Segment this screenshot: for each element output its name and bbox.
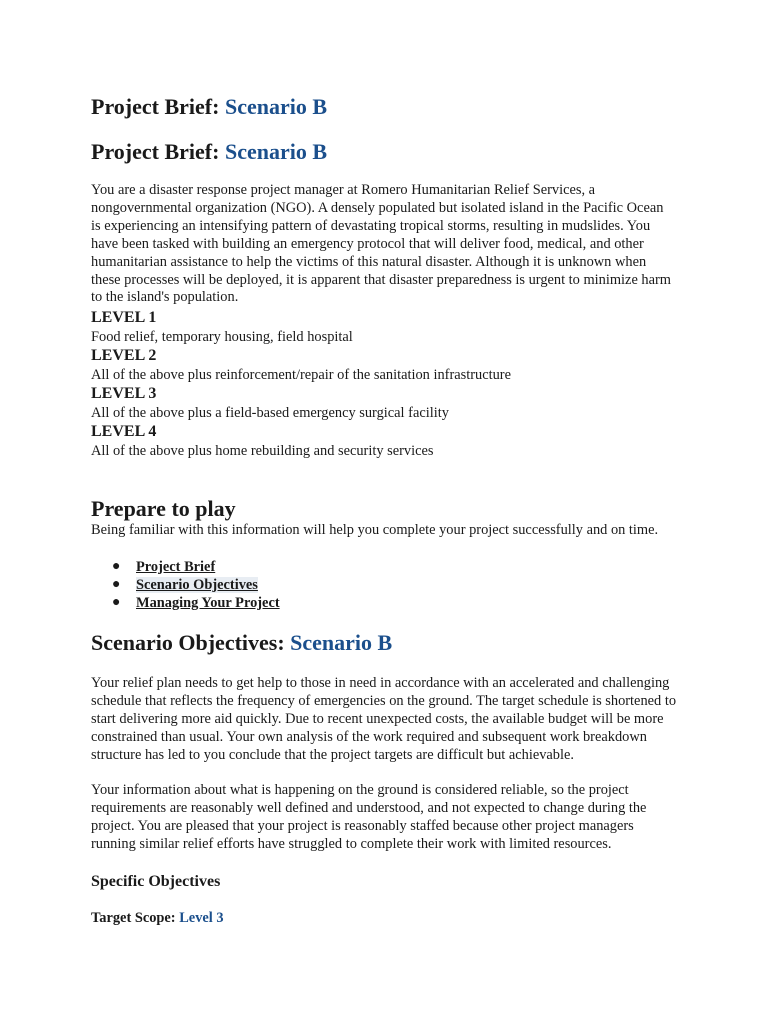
prepare-heading: Prepare to play <box>91 496 236 521</box>
link-scenario-objectives[interactable]: Scenario Objectives <box>136 577 258 593</box>
level-description: Food relief, temporary housing, field hospital <box>91 329 353 345</box>
prepare-text: Being familiar with this information will help you complete your project successfully and on time. <box>91 522 659 538</box>
link-project-brief[interactable]: Project Brief <box>136 559 216 575</box>
objectives-paragraph: Your relief plan needs to get help to those in need in accordance with an accelerated and challenging schedule that reflects the frequency of emergencies on the ground. The target schedule is shortened to start delivering more aid quickly. Due to recent unexpected costs, the available budget will be more constrained than usual. Your own analysis of the work required and subsequent work breakdown structure has led to you conclude that the project targets are difficult but achievable. <box>91 675 677 763</box>
level-description: All of the above plus reinforcement/repair of the sanitation infrastructure <box>91 367 511 383</box>
target-scope-label: Target Scope: <box>91 910 180 926</box>
scenario-objectives-heading <box>91 630 392 656</box>
level-title: LEVEL 2 <box>91 347 157 364</box>
project-brief-heading-repeat <box>91 139 327 165</box>
list-item <box>91 576 280 594</box>
brief-paragraph: You are a disaster response project manager at Romero Humanitarian Relief Services, a nongovernmental organization (NGO). A densely populated but isolated island in the Pacific Ocean is experiencing an intensifying pattern of devastating tropical storms, resulting in mudslides. You have been tasked with building an emergency protocol that will deliver food, medical, and other humanitarian assistance to help the victims of this natural disaster. Although it is unknown when these processes will be deployed, it is apparent that disaster preparedness is urgent to minimize harm to the island's population. <box>91 182 671 306</box>
target-scope <box>91 909 224 927</box>
level-title: LEVEL 3 <box>91 385 157 402</box>
section-links <box>91 558 280 612</box>
heading-prefix: Project Brief: <box>91 139 225 164</box>
heading-prefix: Scenario Objectives: <box>91 630 291 655</box>
project-brief-heading <box>91 94 327 120</box>
level-description: All of the above plus a field-based emergency surgical facility <box>91 405 449 421</box>
scenario-label: Scenario B <box>290 630 393 655</box>
bullet-icon: ● <box>112 577 121 592</box>
scenario-label: Scenario B <box>224 139 328 164</box>
list-item <box>91 558 280 576</box>
link-managing-your-project[interactable]: Managing Your Project <box>136 595 280 611</box>
specific-objectives-heading: Specific Objectives <box>91 873 221 890</box>
objectives-paragraph-2: Your information about what is happening on the ground is considered reliable, so the project requirements are reasonably well defined and understood, and not expected to change during the project. You are pleased that your project is reasonably staffed because other project managers running similar relief efforts have struggled to complete their work with limited resources. <box>91 782 647 852</box>
level-title: LEVEL 4 <box>91 423 157 440</box>
bullet-icon: ● <box>112 559 121 574</box>
target-scope-value: Level 3 <box>179 910 224 926</box>
level-title: LEVEL 1 <box>91 309 157 326</box>
list-item <box>91 594 280 612</box>
bullet-icon: ● <box>112 595 121 610</box>
scenario-label: Scenario B <box>224 94 328 119</box>
heading-prefix: Project Brief: <box>91 94 225 119</box>
level-description: All of the above plus home rebuilding and security services <box>91 443 434 459</box>
